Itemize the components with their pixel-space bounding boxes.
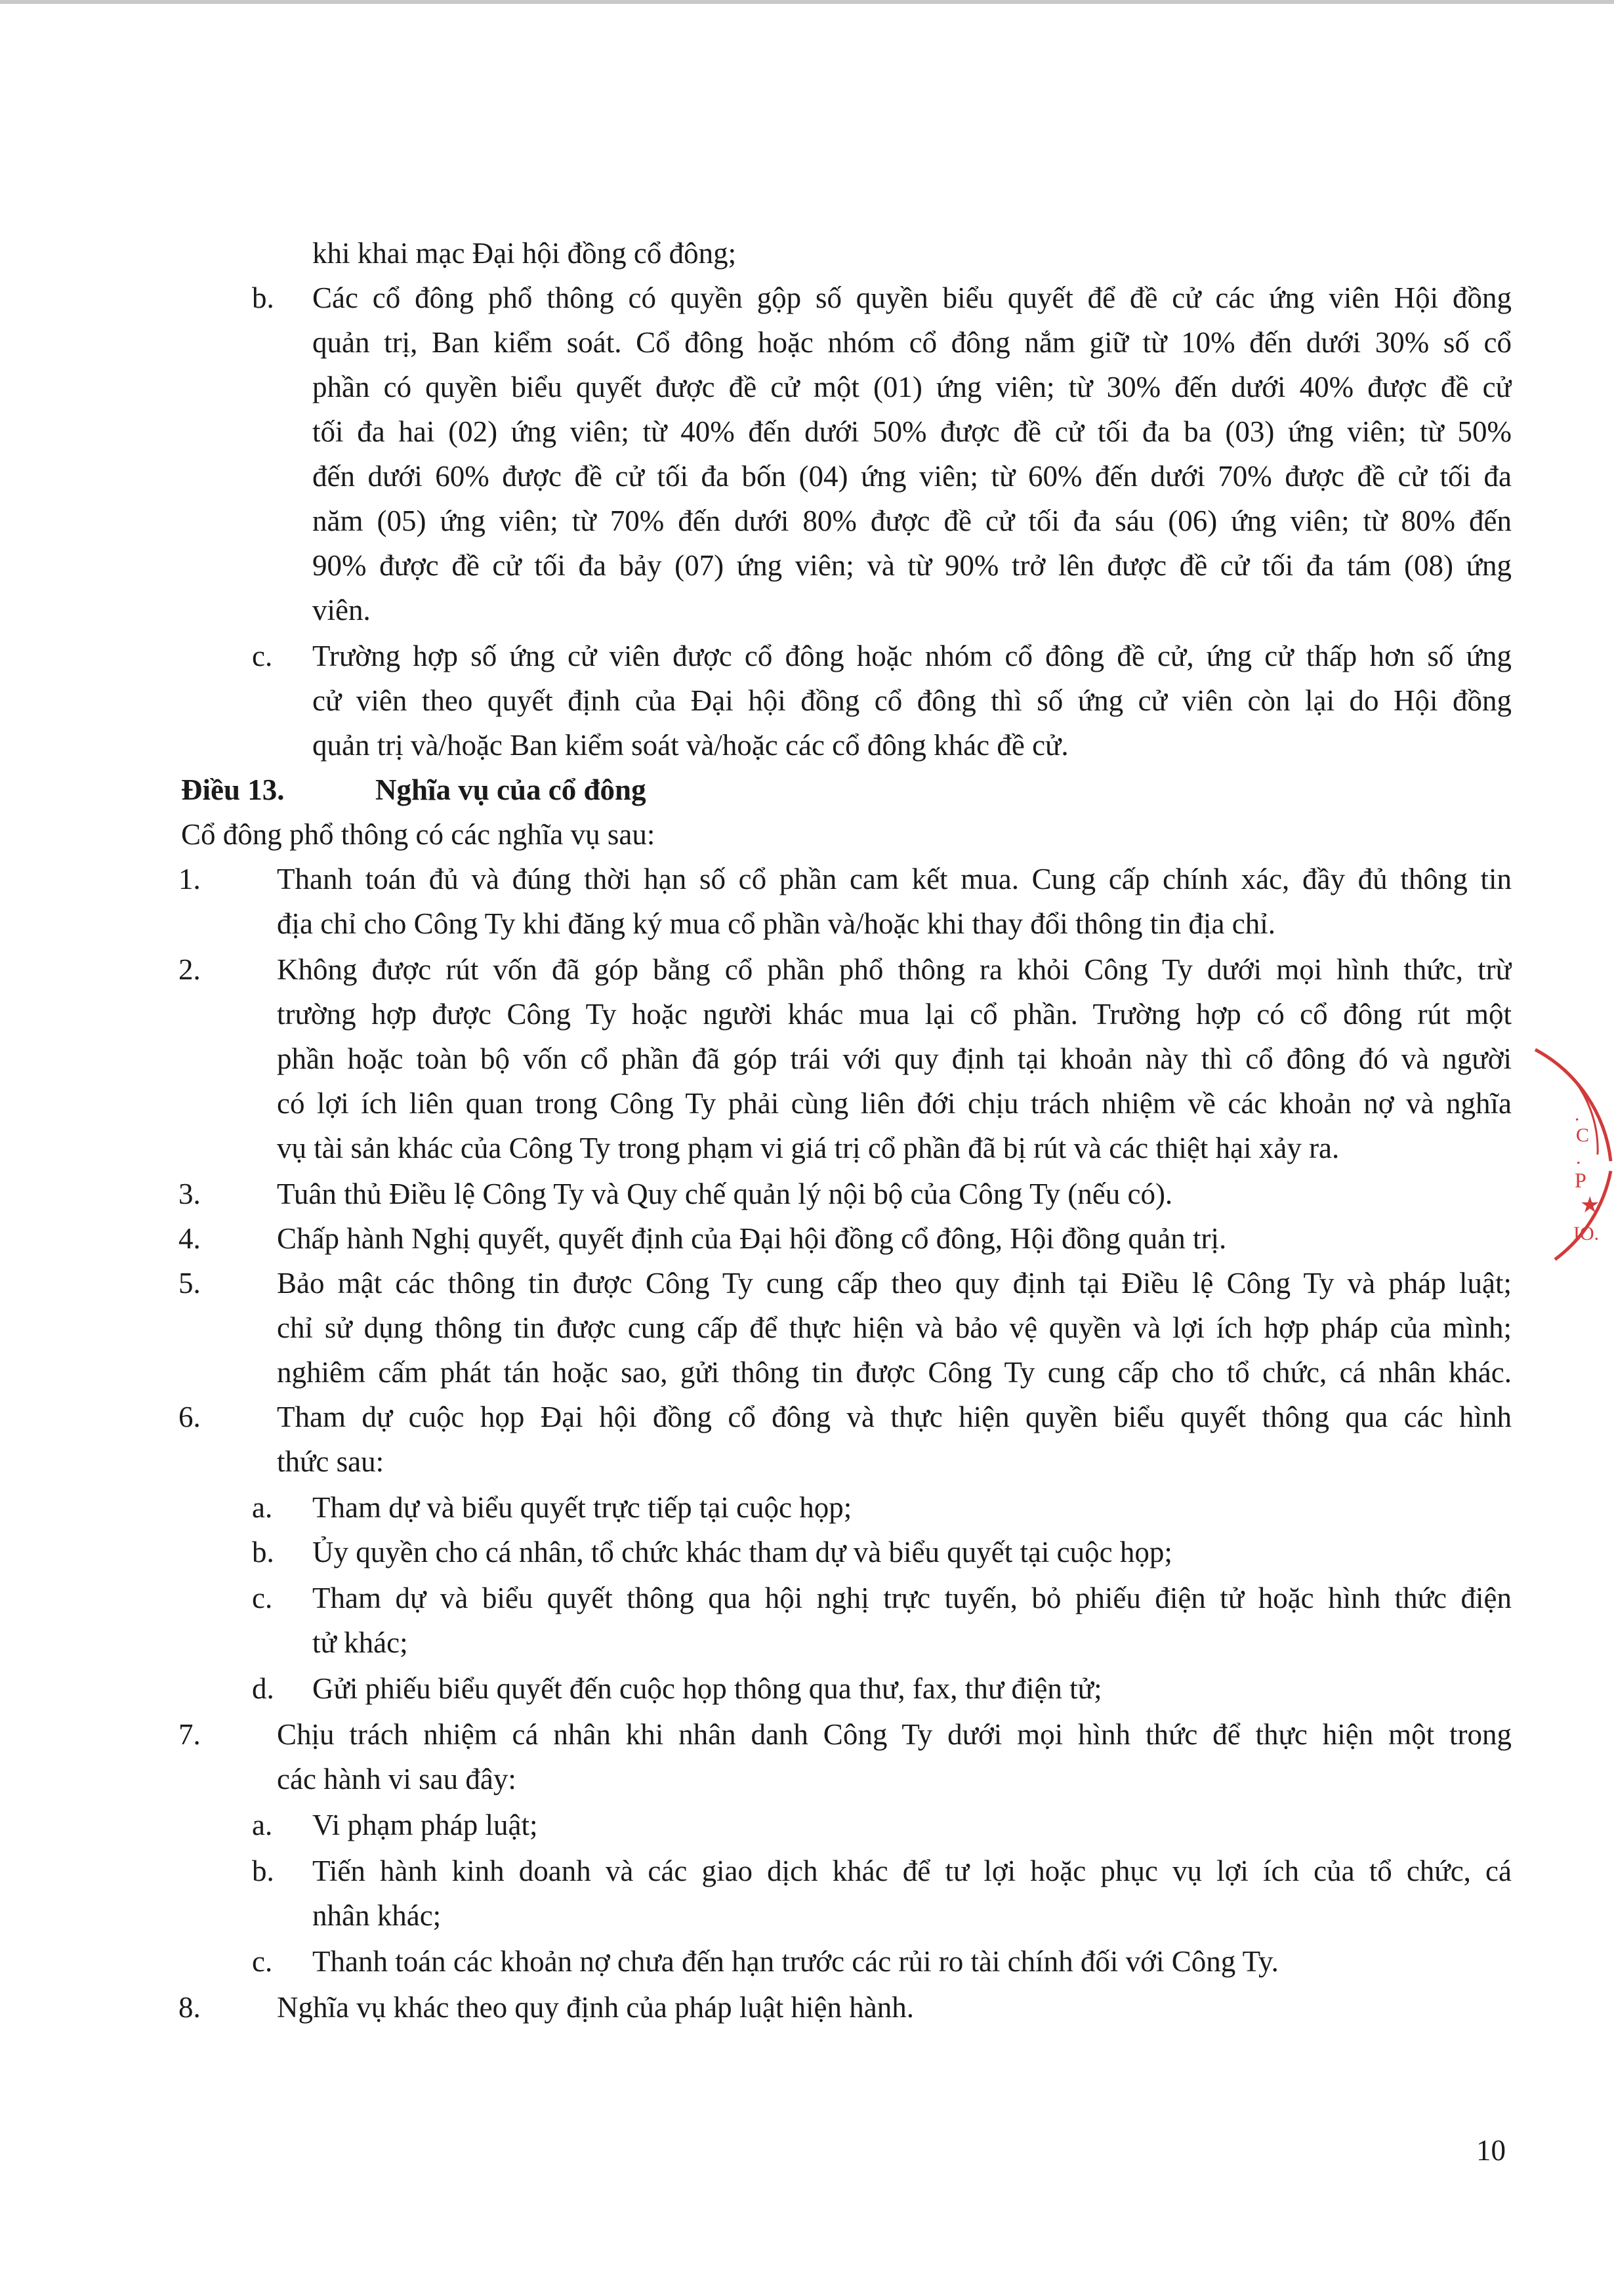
list-item	[0, 1666, 1614, 1711]
line-text: Tiến hành kinh doanh và các giao dịch khác để tư lợi hoặc phục vụ lợi ích của tổ chức, cá	[312, 1855, 1512, 1887]
text-line	[0, 812, 1614, 857]
text-line	[0, 499, 1614, 543]
line-text: Ủy quyền cho cá nhân, tổ chức khác tham dự và biểu quyết tại cuộc họp;	[312, 1536, 1172, 1568]
list-item	[0, 1939, 1614, 1984]
text-line	[0, 1350, 1614, 1395]
list-item	[0, 947, 1614, 992]
line-text: tối đa hai (02) ứng viên; từ 40% đến dưới 50% được đề cử tối đa ba (03) ứng viên; từ 50%	[312, 415, 1512, 448]
line-text: địa chỉ cho Công Ty khi đăng ký mua cổ phần và/hoặc khi thay đổi thông tin địa chỉ.	[277, 907, 1275, 940]
text-line	[0, 992, 1614, 1036]
svg-text:IO.: IO.	[1573, 1223, 1600, 1244]
list-item	[0, 857, 1614, 901]
list-marker: c.	[252, 1582, 273, 1614]
line-text: nhân khác;	[312, 1899, 442, 1932]
line-text: đến dưới 60% được đề cử tối đa bốn (04) ứng viên; từ 60% đến dưới 70% được đề cử tối đa	[312, 460, 1512, 493]
list-item	[0, 1849, 1614, 1893]
line-text: Vi phạm pháp luật;	[312, 1809, 538, 1841]
text-line	[0, 365, 1614, 409]
list-marker: 8.	[178, 1991, 201, 2024]
list-marker: 7.	[178, 1718, 201, 1751]
text-line	[0, 1305, 1614, 1350]
article-title: Nghĩa vụ của cổ đông	[375, 773, 646, 806]
list-item	[0, 1261, 1614, 1305]
line-text: thức sau:	[277, 1445, 384, 1478]
list-item	[0, 1985, 1614, 2030]
line-text: quản trị, Ban kiểm soát. Cổ đông hoặc nhóm cổ đông nắm giữ từ 10% đến dưới 30% số cổ	[312, 326, 1512, 359]
line-text: tử khác;	[312, 1626, 408, 1659]
line-text: nghiêm cấm phát tán hoặc sao, gửi thông tin được Công Ty cung cấp cho tổ chức, cá nhân khác.	[277, 1356, 1512, 1389]
list-marker: 5.	[178, 1267, 201, 1300]
line-text: Trường hợp số ứng cử viên được cổ đông hoặc nhóm cổ đông đề cử, ứng cử thấp hơn số ứng	[312, 640, 1512, 672]
text-line	[0, 543, 1614, 588]
list-marker: 1.	[178, 863, 201, 895]
text-line	[0, 1620, 1614, 1665]
list-item	[0, 634, 1614, 678]
line-text: Gửi phiếu biểu quyết đến cuộc họp thông qua thư, fax, thư điện tử;	[312, 1672, 1102, 1705]
article-number: Điều 13.	[181, 773, 285, 806]
list-item	[0, 1530, 1614, 1574]
line-text: Tham dự và biểu quyết trực tiếp tại cuộc họp;	[312, 1491, 852, 1524]
line-text: quản trị và/hoặc Ban kiểm soát và/hoặc các cổ đông khác đề cử.	[312, 729, 1069, 762]
line-text: Thanh toán đủ và đúng thời hạn số cổ phần cam kết mua. Cung cấp chính xác, đầy đủ thông tin	[277, 863, 1512, 895]
list-item	[0, 1576, 1614, 1620]
text-line	[0, 723, 1614, 768]
line-text: có lợi ích liên quan trong Công Ty phải cùng liên đới chịu trách nhiệm về các khoản nợ và nghĩa	[277, 1087, 1512, 1120]
list-marker: a.	[252, 1491, 273, 1524]
list-item	[0, 276, 1614, 320]
article-heading	[0, 768, 1614, 812]
list-marker: c.	[252, 640, 273, 672]
list-marker: c.	[252, 1945, 273, 1978]
line-text: chỉ sử dụng thông tin được cung cấp để thực hiện và bảo vệ quyền và lợi ích hợp pháp của mình;	[277, 1311, 1512, 1344]
list-marker: b.	[252, 1536, 274, 1568]
svg-text:.: .	[1575, 1103, 1580, 1125]
list-marker: b.	[252, 281, 274, 314]
list-item	[0, 1712, 1614, 1757]
line-text: 90% được đề cử tối đa bảy (07) ứng viên; và từ 90% trở lên được đề cử tối đa tám (08) ứng	[312, 549, 1512, 582]
list-item	[0, 1216, 1614, 1261]
line-text: trường hợp được Công Ty hoặc người khác mua lại cổ phần. Trường hợp có cổ đông rút một	[277, 998, 1512, 1031]
line-text: Tham dự cuộc họp Đại hội đồng cổ đông và thực hiện quyền biểu quyết thông qua các hình	[277, 1401, 1512, 1433]
list-item	[0, 1395, 1614, 1439]
text-line	[0, 1439, 1614, 1484]
list-item	[0, 1172, 1614, 1216]
text-line	[0, 588, 1614, 632]
list-marker: a.	[252, 1809, 273, 1841]
text-line	[0, 1757, 1614, 1801]
list-item	[0, 1485, 1614, 1530]
company-seal-stamp	[1529, 1043, 1614, 1266]
svg-text:.: .	[1576, 1147, 1581, 1168]
line-text: Chịu trách nhiệm cá nhân khi nhân danh Công Ty dưới mọi hình thức để thực hiện một trong	[277, 1718, 1512, 1751]
line-text: Bảo mật các thông tin được Công Ty cung cấp theo quy định tại Điều lệ Công Ty và pháp luật;	[277, 1267, 1512, 1300]
page-number: 10	[1476, 2134, 1506, 2167]
line-text: cử viên theo quyết định của Đại hội đồng cổ đông thì số ứng cử viên còn lại do Hội đồng	[312, 684, 1512, 717]
list-item	[0, 1803, 1614, 1847]
text-line	[0, 409, 1614, 454]
list-marker: 4.	[178, 1222, 201, 1255]
line-text: Cổ đông phổ thông có các nghĩa vụ sau:	[181, 818, 655, 851]
line-text: năm (05) ứng viên; từ 70% đến dưới 80% được đề cử tối đa sáu (06) ứng viên; từ 80% đến	[312, 504, 1512, 537]
text-line	[0, 231, 1614, 276]
list-marker: d.	[252, 1672, 274, 1705]
text-line	[0, 1081, 1614, 1126]
text-line	[0, 1126, 1614, 1170]
line-text: phần hoặc toàn bộ vốn cổ phần đã góp trái với quy định tại khoản này thì cổ đông đó và người	[277, 1042, 1512, 1075]
text-line	[0, 1036, 1614, 1081]
svg-text:C: C	[1576, 1124, 1590, 1146]
text-line	[0, 678, 1614, 723]
line-text: Các cổ đông phổ thông có quyền gộp số quyền biểu quyết để đề cử các ứng viên Hội đồng	[312, 281, 1512, 314]
line-text: phần có quyền biểu quyết được đề cử một (01) ứng viên; từ 30% đến dưới 40% được đề cử	[312, 371, 1512, 403]
line-text: khi khai mạc Đại hội đồng cổ đông;	[312, 237, 737, 270]
list-marker: 2.	[178, 953, 201, 986]
line-text: Chấp hành Nghị quyết, quyết định của Đại hội đồng cổ đông, Hội đồng quản trị.	[277, 1222, 1227, 1255]
line-text: Tuân thủ Điều lệ Công Ty và Quy chế quản lý nội bộ của Công Ty (nếu có).	[277, 1178, 1173, 1210]
text-line	[0, 454, 1614, 499]
list-marker: 6.	[178, 1401, 201, 1433]
line-text: Tham dự và biểu quyết thông qua hội nghị trực tuyến, bỏ phiếu điện tử hoặc hình thức điện	[312, 1582, 1512, 1614]
text-line	[0, 901, 1614, 946]
svg-text:P: P	[1575, 1168, 1586, 1192]
line-text: Nghĩa vụ khác theo quy định của pháp luật hiện hành.	[277, 1991, 914, 2024]
line-text: Không được rút vốn đã góp bằng cổ phần phổ thông ra khỏi Công Ty dưới mọi hình thức, trừ	[277, 953, 1512, 986]
line-text: viên.	[312, 594, 371, 626]
svg-text:★: ★	[1580, 1192, 1600, 1218]
text-line	[0, 1893, 1614, 1938]
line-text: các hành vi sau đây:	[277, 1763, 516, 1795]
list-marker: 3.	[178, 1178, 201, 1210]
list-marker: b.	[252, 1855, 274, 1887]
line-text: vụ tài sản khác của Công Ty trong phạm vi giá trị cổ phần đã bị rút và các thiệt hại xảy ra.	[277, 1132, 1340, 1164]
text-line	[0, 320, 1614, 365]
line-text: Thanh toán các khoản nợ chưa đến hạn trước các rủi ro tài chính đối với Công Ty.	[312, 1945, 1279, 1978]
